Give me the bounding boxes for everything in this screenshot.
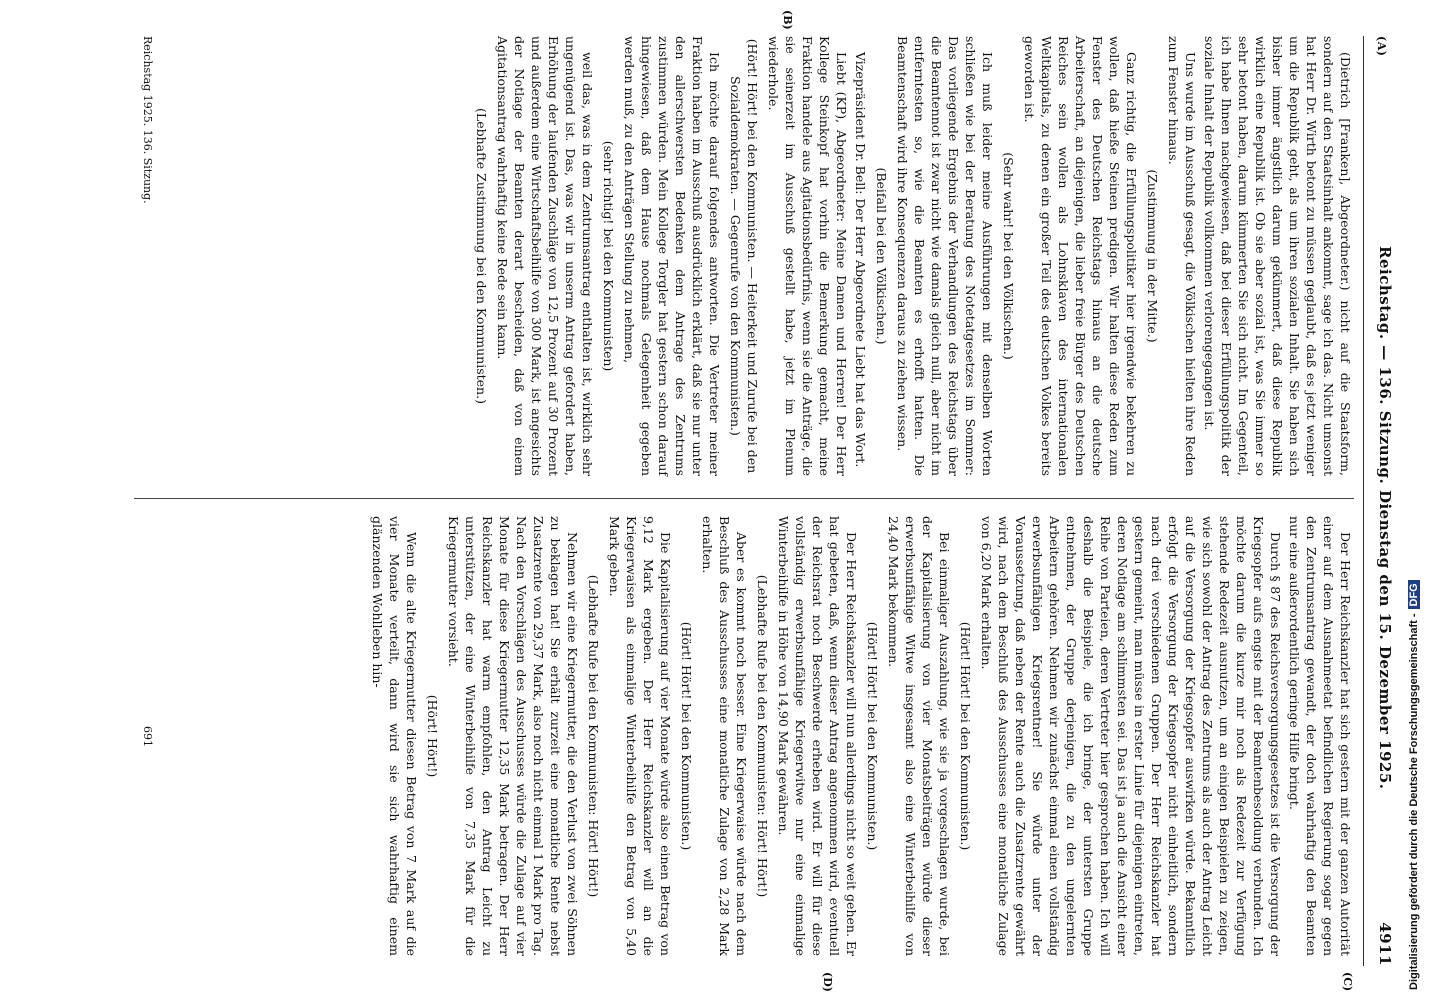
header-rule — [1363, 36, 1364, 966]
left-column — [469, 36, 1354, 476]
interjection: (sehr richtig! bei den Kommunisten) — [601, 140, 616, 372]
interjection: (Lebhafte Rufe bei den Kommunisten: Hört! Hört!) — [586, 574, 601, 898]
paragraph: Uns wurde im Ausschuß gesagt, die Völkischen hielten ihre Reden zum Fenster hinaus. — [1166, 36, 1198, 476]
interjection: (Beifall bei den Völkischen.) — [874, 167, 889, 345]
margin-mark-d: (D) — [821, 972, 834, 992]
paragraph: Der Herr Reichskanzler hat sich gestern mit der ganzen Autorität einer auf dem Ausnahmeetat befindlichen Regierung sogar gegen den Zentrumsantrag gewandt, der doch wahrhaftig den Beamten nur eine außerordentlich geringe Hilfe bringt. — [1287, 516, 1353, 956]
paragraph: Bei einmaliger Auszahlung, wie sie ja vorgeschlagen wurde, bei der Kapitalisierung von vier Monatsbeiträgen würde dieser erwerbsunfähige Witwe insgesamt also eine Winterbeihilfe von 24,40 Mark bekommen. — [886, 516, 952, 956]
digitization-note — [1404, 0, 1430, 1000]
margin-mark-a: (A) — [1375, 36, 1388, 57]
page-number: 4911 — [1376, 922, 1394, 966]
paragraph: (Dietrich [Franken], Abgeordneter.) nicht auf die Staatsform, sondern auf den Staatsinhalt ankommt, sage ich das. Nicht umsonst hat Herr Dr. Wirth betont zu müssen geglaubt, daß es jetzt weniger um die Republik geht, als um ihren sozialen Inhalt. Sie haben sich bisher immer ängstlich darum gekümmert, daß diese Republik wirklich eine Republik ist. Ob sie aber sozial ist, was Sie immer so sehr betont haben, darum kümmerten Sie sich nicht. Im Gegenteil, ich habe Ihnen nachgewiesen, daß bei dieser Erfüllungspolitik der soziale Inhalt der Republik vollkommen verlorengegangen ist. — [1202, 36, 1353, 476]
interjection: (Hört! Hört! bei den Kommunisten.) — [679, 621, 694, 851]
paragraph: Durch § 87 des Reichsversorgungsgesetzes ist die Versorgung der Kriegsopfer aufs engste mit der Beamtenbesoldung verbunden. Ich möchte darum die kurze mir noch als Redezeit zur Verfügung stehende Redezeit ausnutzen, um an einigen Beispielen zu zeigen, wie sich sowohl der Antrag des Zentrums als auch der Antrag Leicht auf die Versorgung der Kriegsopfer auswirken würde. Bekanntlich erfolgt die Versorgung der Kriegsopfer nicht einheitlich, sondern nach drei verschiedenen Gruppen. Der Herr Reichskanzler hat gestern gemeint, man müsse in erster Linie für diejenigen eintreten, deren Notlage am schlimmsten sei. Das ist ja auch die Ansicht einer Reihe von Parteien, deren Vertreter hier gesprochen haben. Ich will deshalb die Beispiele, die ich bringe, der untersten Gruppe entnehmen, der Gruppe derjenigen, die zu den ungelernten Arbeitern gehören. Nehmen wir zunächst einmal einen vollständig erwerbsunfähigen Kriegsrentner! Sie würde unter der Voraussetzung, daß neben der Rente auch die Zusatzrente gewährt wird, nach dem Beschluß des Ausschusses eine monatliche Zulage von 6,20 Mark erhalten. — [979, 516, 1283, 956]
paragraph: Wenn die alte Kriegermutter diesen Betrag von 7 Mark auf die vier Monate verteilt, dann wird sie sich wahrhaftig einem glänzenden Wohlleben hin- — [370, 516, 419, 956]
interjection: (Hört! Hört! bei den Kommunisten.) — [865, 621, 880, 851]
interjection: (Zustimmung in der Mitte.) — [1145, 169, 1160, 343]
paragraph: Nehmen wir eine Kriegermutter, die den Verlust von zwei Söhnen zu beklagen hat! Sie erhält zurzeit eine monatliche Rente nebst Zusatzrente von 29,37 Mark, also noch nicht einmal 1 Mark pro Tag. Nach den Vorschlägen des Ausschusses würde die Zulage auf vier Monate für diese Kriegermutter 12,35 Mark betragen. Der Herr Reichskanzler hat warm empfohlen, den Antrag Leicht zu unterstützen, der eine Winterbeihilfe von 7,35 Mark für die Kriegermutter vorsieht. — [446, 516, 580, 956]
right-column — [367, 516, 1354, 956]
paragraph: Der Herr Reichskanzler will nun allerdings nicht so weit gehen. Er hat gebeten, daß, wenn dieser Antrag angenommen wird, eventuell der Reichsrat noch Beschwerde erheben wird. Er will für diese vollständig erwerbsunfähige Kriegerwitwe nur eine einmalige Winterbeihilfe in Höhe von 14,90 Mark gewähren. — [776, 516, 859, 956]
paragraph: Liebt (KP), Abgeordneter: Meine Damen und Herren! Der Herr Kollege Steinkopf hat vorhin die Bemerkung gemacht, meine Fraktion handele aus Agitationsbedürfnis, wenn sie die Anträge, die sie seinerzeit im Ausschuß gestellt habe, jetzt im Plenum wiederhole. — [766, 36, 849, 476]
interjection: (Lebhafte Zustimmung bei den Kommunisten.) — [474, 108, 489, 404]
paragraph: Die Kapitalisierung auf vier Monate würde also einen Betrag von 9,12 Mark ergeben. Der Herr Reichskanzler will an die Kriegerwaisen als einmalige Winterbeihilfe den Betrag von 5,40 Mark geben. — [607, 516, 673, 956]
paragraph: Vizepräsident Dr. Bell: Der Herr Abgeordnete Liebt hat das Wort. — [853, 52, 868, 468]
digitization-text: Digitalisierung gefördert durch die Deutsche Forschungsgemeinschaft - — [1408, 613, 1420, 990]
footer-page-number: 691 — [141, 726, 154, 747]
paragraph: Ich muß leider meine Ausführungen mit denselben Worten schließen wie bei der Beratung des Notetatgesetzes im Sommer: Das vorliegende Ergebnis der Verhandlungen des Reichstags über die Beamtennot ist zwar nicht wie damals gleich null, aber nicht im entferntesten so, wie die Beamten es erhofft hatten. Die Beamtenschaft wird ihre Konsequenzen daraus zu ziehen wissen. — [895, 36, 995, 476]
interjection: (Sehr wahr! bei den Völkischen.) — [1001, 152, 1016, 360]
paragraph: Aber es kommt noch besser. Eine Kriegerwaise würde nach dem Beschluß des Ausschusses eine monatliche Zulage von 2,28 Mark erhalten. — [700, 516, 749, 956]
paragraph: weil das, was in dem Zentrumsantrag enthalten ist, wirklich sehr ungenügend ist. Das, was wir in unserm Antrag gefordert haben, Erhöhung der laufenden Zuschläge von 12,5 Prozent auf 30 Prozent und außerdem eine Wirtschaftsbeihilfe von 300 Mark, ist angesichts der Notlage der Beamten derart bescheiden, daß von einem Agitationsantrag wahrhaftig keine Rede sein kann. — [495, 36, 595, 476]
dfg-logo: DFG — [1408, 580, 1420, 609]
margin-mark-b: (B) — [781, 10, 794, 30]
interjection: (Hört! Hört!) — [425, 694, 440, 778]
page-header — [1364, 36, 1394, 966]
column-divider — [134, 498, 1354, 499]
document-page — [94, 10, 1394, 992]
page-title: Reichstag. — 136. Sitzung. Dienstag den 15. Dezember 1925. — [1376, 246, 1394, 790]
paragraph: Ganz richtig, die Erfüllungspolitiker hier irgendwie bekehren zu wollen, daß hieße Steinen predigen. Wir halten diese Reden zum Fenster des Deutschen Reichstags hinaus an die deutsche Arbeiterschaft, an diejenigen, die lieber freie Bürger des Deutschen Reiches sein wollen als Lohnsklaven des internationalen Weltkapitals, zu denen ein großer Teil des deutschen Volkes bereits geworden ist. — [1022, 36, 1139, 476]
margin-mark-c: (C) — [1341, 972, 1354, 992]
paragraph: Ich möchte darauf folgendes antworten. Die Vertreter meiner Fraktion haben im Ausschuß ausdrücklich erklärt, daß sie nur unter den allerschwersten Bedenken dem Antrage des Zentrums zustimmen würden. Mein Kollege Torgler hat gestern schon darauf hingewiesen, daß dem Hause nochmals Gelegenheit gegeben werden muß, zu den Anträgen Stellung zu nehmen, — [622, 36, 722, 476]
footer-note: Reichstag 1925. 136. Sitzung. — [141, 36, 154, 204]
interjection: (Hört! Hört! bei den Kommunisten.) — [958, 621, 973, 851]
interjection: (Lebhafte Rufe bei den Kommunisten: Hört! Hört!) — [755, 574, 770, 898]
interjection: (Hört! Hört! bei den Kommunisten. — Heiterkeit und Zurufe bei den Sozialdemokraten. — Gegenrufe von den Kommunisten.) — [728, 38, 760, 474]
